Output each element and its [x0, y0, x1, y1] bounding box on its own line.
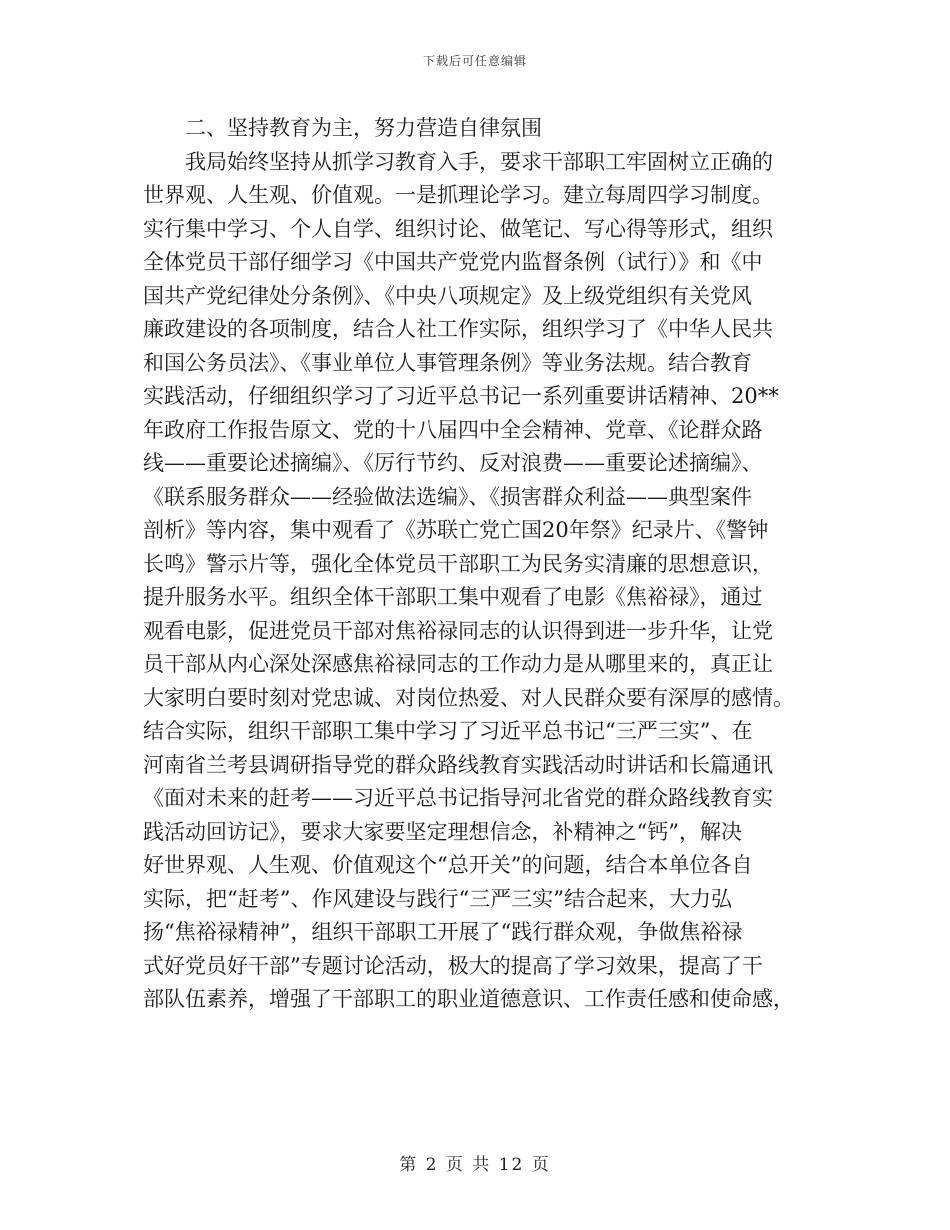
paragraph-line: 践活动回访记》，要求大家要坚定理想信念，补精神之“钙”，解决 [143, 819, 742, 844]
paragraph-line: 扬“焦裕禄精神”，组织干部职工开展了“践行群众观，争做焦裕禄 [143, 920, 743, 944]
paragraph-line: 河南省兰考县调研指导党的群众路线教育实践活动时讲话和长篇通讯 [143, 752, 773, 777]
paragraph-line: 式好党员好干部”专题讨论活动，极大的提高了学习效果，提高了干 [143, 953, 763, 978]
paragraph-line: 我局始终坚持从抓学习教育入手，要求干部职工牢固树立正确的 [185, 149, 773, 174]
paragraph-line: 世界观、人生观、价值观。一是抓理论学习。建立每周四学习制度。 [143, 183, 773, 207]
document-body [143, 112, 813, 1017]
paragraph-line: 国共产党纪律处分条例》、《中央八项规定》及上级党组织有关党风 [143, 283, 752, 308]
paragraph-line: 观看电影，促进党员干部对焦裕禄同志的认识得到进一步升华，让党 [143, 618, 773, 643]
paragraph-line: 实际，把“赶考”、作风建设与践行“三严三实”结合起来，大力弘 [143, 886, 732, 911]
section-heading: 二、坚持教育为主，努力营造自律氛围 [185, 116, 542, 140]
paragraph-line: 和国公务员法》、《事业单位人事管理条例》等业务法规。结合教育 [143, 350, 752, 375]
paragraph-line: 员干部从内心深处深感焦裕禄同志的工作动力是从哪里来的，真正让 [143, 652, 773, 676]
paragraph-line: 年政府工作报告原文、党的十八届四中全会精神、党章、《论群众路 [143, 417, 763, 442]
paragraph-line: 实行集中学习、个人自学、组织讨论、做笔记、写心得等形式，组织 [143, 216, 773, 241]
page-number-footer: 第 2 页 共 12 页 [399, 1155, 551, 1175]
paragraph-line: 好世界观、人生观、价值观这个“总开关”的问题，结合本单位各自 [143, 853, 753, 877]
paragraph-line: 剖析》等内容，集中观看了《苏联亡党亡国20年祭》纪录片、《警钟 [143, 518, 769, 542]
paragraph-line: 《联系服务群众——经验做法选编》、《损害群众利益——典型案件 [143, 484, 752, 509]
paragraph-line: 提升服务水平。组织全体干部职工集中观看了电影《焦裕禄》，通过 [143, 585, 763, 609]
paragraph-line: 长鸣》警示片等，强化全体党员干部职工为民务实清廉的思想意识， [143, 551, 773, 576]
paragraph-line: 大家明白要时刻对党忠诚、对岗位热爱、对人民群众要有深厚的感情。 [143, 685, 794, 710]
page-header-note: 下载后可任意编辑 [422, 54, 527, 68]
paragraph-line: 廉政建设的各项制度，结合人社工作实际，组织学习了《中华人民共 [143, 317, 773, 341]
paragraph-line: 线——重要论述摘编》、《厉行节约、反对浪费——重要论述摘编》、 [143, 451, 763, 475]
paragraph-line: 部队伍素养，增强了干部职工的职业道德意识、工作责任感和使命感， [143, 987, 794, 1011]
paragraph-line: 实践活动，仔细组织学习了习近平总书记一系列重要讲话精神、20** [143, 384, 779, 408]
paragraph-line: 结合实际，组织干部职工集中学习了习近平总书记“三严三实”、在 [143, 719, 753, 743]
paragraph-line: 全体党员干部仔细学习《中国共产党党内监督条例（试行）》和《中 [143, 250, 763, 274]
paragraph-line: 《面对未来的赶考——习近平总书记指导河北省党的群众路线教育实 [143, 786, 773, 810]
